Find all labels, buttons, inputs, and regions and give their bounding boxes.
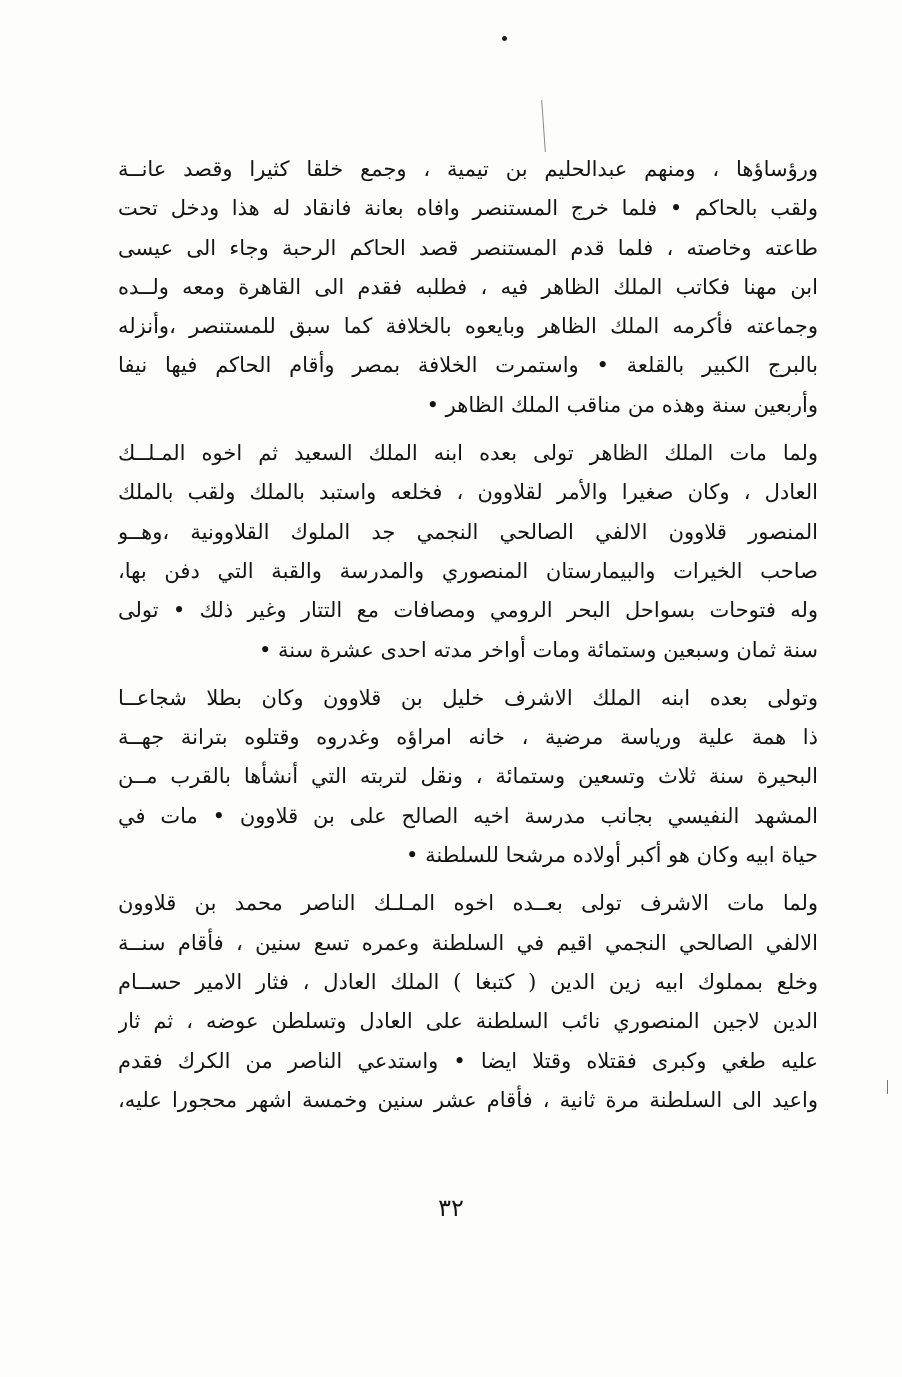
text-line: الدين لاجين المنصوري نائب السلطنة على العادل وتسلطن عوضه ، ثم ثار bbox=[118, 1009, 818, 1034]
text-line: ابن مهنا فكاتب الملك الظاهر فيه ، فطلبه فقدم الى القاهرة ومعه ولــده bbox=[118, 274, 818, 299]
text-line: وله فتوحات بسواحل البحر الرومي ومصافات مع التتار وغير ذلك • تولى bbox=[118, 598, 818, 623]
edge-mark bbox=[887, 1080, 888, 1094]
paragraph-gap bbox=[118, 875, 818, 884]
text-line: الالفي الصالحي النجمي اقيم في السلطنة وعمره تسع سنين ، فأقام سنــة bbox=[118, 930, 818, 955]
paragraph-1 bbox=[118, 150, 818, 425]
text-line: سنة ثمان وسبعين وستمائة ومات أواخر مدته احدى عشرة سنة • bbox=[258, 637, 818, 662]
paragraph-gap bbox=[118, 670, 818, 679]
text-line: ولما مات الملك الظاهر تولى بعده ابنه الملك السعيد ثم اخوه المـلــك bbox=[118, 441, 818, 466]
text-line: ولما مات الاشرف تولى بعــده اخوه المـلـك الناصر محمد بن قلاوون bbox=[118, 891, 818, 916]
paragraph-2 bbox=[118, 434, 818, 670]
text-line: بالبرج الكبير بالقلعة • واستمرت الخلافة بمصر وأقام الحاكم فيها نيفا bbox=[118, 353, 818, 378]
text-line: ولقب بالحاكم • فلما خرج المستنصر وافاه بعانة فانقاد له هذا ودخل تحت bbox=[118, 196, 818, 221]
body-text bbox=[118, 150, 818, 1120]
text-line: ورؤساؤها ، ومنهم عبدالحليم بن تيمية ، وجمع خلقا كثيرا وقصد عانــة bbox=[118, 157, 818, 181]
paragraph-4 bbox=[118, 884, 818, 1120]
text-line: البحيرة سنة ثلاث وتسعين وستمائة ، ونقل لتربته التي أنشأها بالقرب مــن bbox=[118, 764, 818, 789]
text-line: وخلع بمملوك ابيه زين الدين ( كتبغا ) الملك العادل ، فثار الامير حســام bbox=[118, 969, 818, 994]
text-line: طاعته وخاصته ، فلما قدم المستنصر قصد الحاكم الرحبة وجاء الى عيسى bbox=[118, 235, 818, 260]
paragraph-3 bbox=[118, 679, 818, 875]
text-line: المشهد النفيسي بجانب مدرسة اخيه الصالح على بن قلاوون • مات في bbox=[118, 803, 818, 828]
text-line: عليه طغي وكبرى فقتلاه وقتلا ايضا • واستدعي الناصر من الكرك فقدم bbox=[118, 1048, 818, 1073]
page-number: ٣٢ bbox=[438, 1194, 464, 1222]
text-line: العادل ، وكان صغيرا والأمر لقلاوون ، فخلعه واستبد بالملك ولقب بالملك bbox=[118, 480, 818, 505]
text-line: وأربعين سنة وهذه من مناقب الملك الظاهر • bbox=[426, 392, 818, 417]
text-line: ذا همة علية ورياسة مرضية ، خانه امراؤه وغدروه وقتلوه بترانة جهــة bbox=[118, 725, 818, 750]
ink-speck bbox=[502, 36, 507, 41]
text-line: واعيد الى السلطنة مرة ثانية ، فأقام عشر سنين وخمسة اشهر محجورا عليه، bbox=[118, 1087, 818, 1112]
text-line: حياة ابيه وكان هو أكبر أولاده مرشحا للسلطنة • bbox=[406, 843, 818, 868]
text-line: وجماعته فأكرمه الملك الظاهر وبايعوه بالخلافة كما سبق للمستنصر ،وأنزله bbox=[118, 314, 818, 339]
text-line: المنصور قلاوون الالفي الصالحي النجمي جد الملوك القلاوونية ،وهــو bbox=[118, 519, 818, 544]
text-line: صاحب الخيرات والبيمارستان المنصوري والمدرسة والقبة التي دفن بها، bbox=[118, 558, 818, 583]
text-line: وتولى بعده ابنه الملك الاشرف خليل بن قلاوون وكان بطلا شجاعــا bbox=[118, 685, 818, 710]
paragraph-gap bbox=[118, 425, 818, 434]
gutter-mark bbox=[541, 100, 546, 152]
